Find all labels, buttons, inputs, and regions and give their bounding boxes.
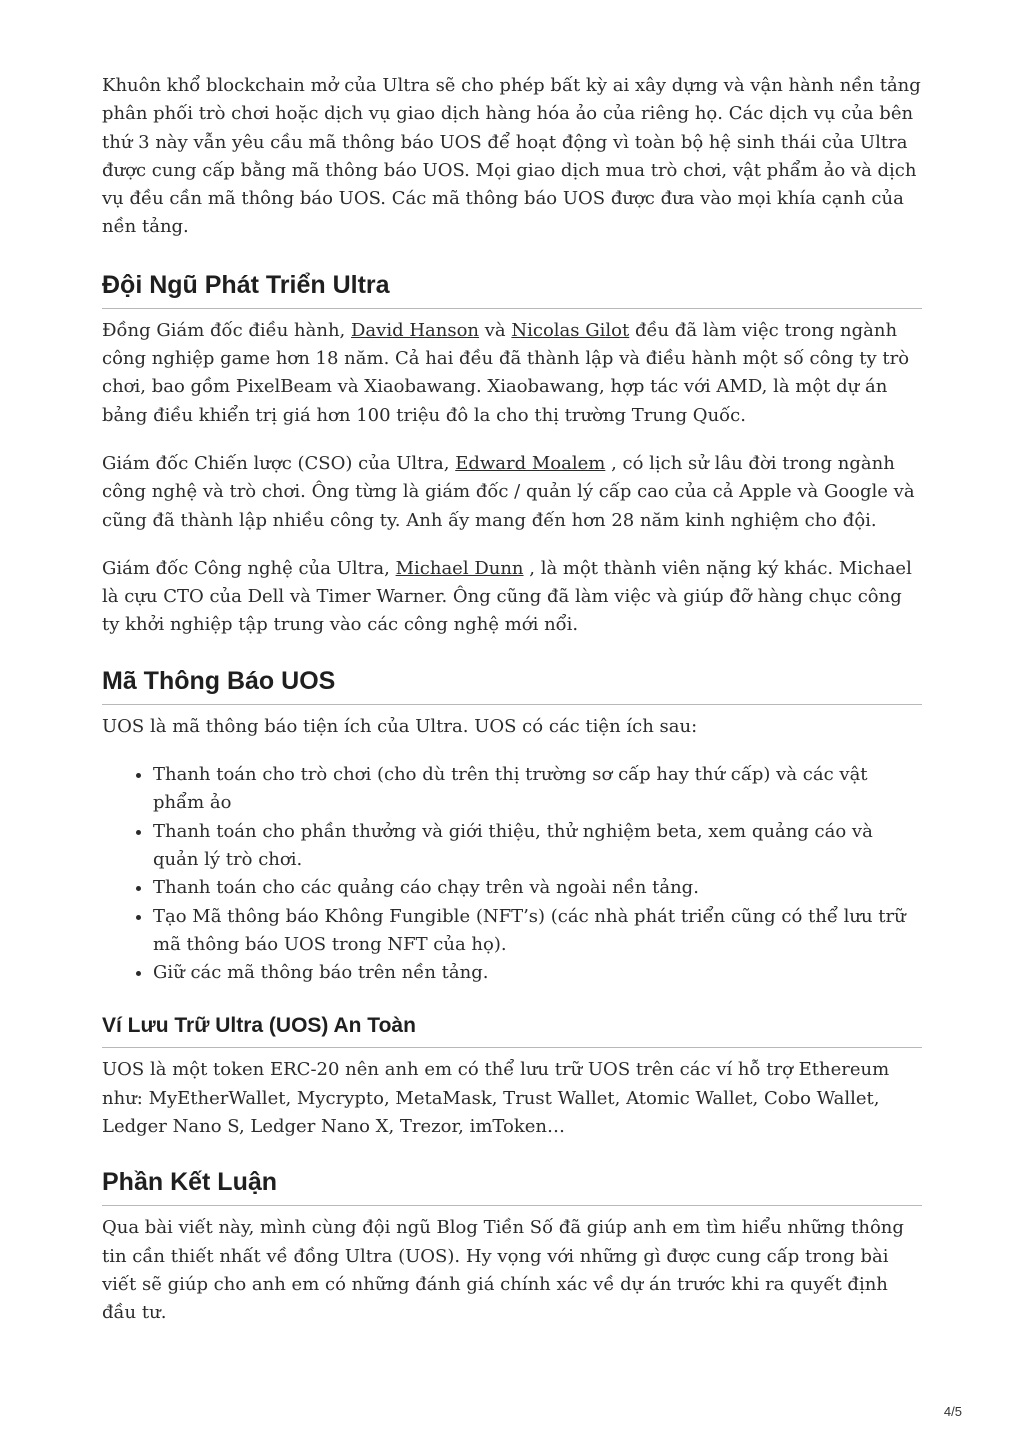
list-item: • Thanh toán cho các quảng cáo chạy trên và ngoài nền tảng. xyxy=(153,874,922,902)
intro-paragraph: Khuôn khổ blockchain mở của Ultra sẽ cho phép bất kỳ ai xây dựng và vận hành nền tảng phân phối trò chơi hoặc dịch vụ giao dịch hàng hóa ảo của riêng họ. Các dịch vụ của bên thứ 3 này vẫn yêu cầu mã thông báo UOS để hoạt động vì toàn bộ hệ sinh thái của Ultra được cung cấp bằng mã thông báo UOS. Mọi giao dịch mua trò chơi, vật phẩm ảo và dịch vụ đều cần mã thông báo UOS. Các mã thông báo UOS được đưa vào mọi khía cạnh của nền tảng. xyxy=(102,75,921,238)
list-item: • Thanh toán cho phần thưởng và giới thiệu, thử nghiệm beta, xem quảng cáo và quản lý trò chơi. xyxy=(153,818,922,875)
list-item: • Thanh toán cho trò chơi (cho dù trên thị trường sơ cấp hay thứ cấp) và các vật phẩm ảo xyxy=(153,761,922,818)
page-number: 4/5 xyxy=(943,1404,962,1419)
team-p1-mid: và xyxy=(479,319,512,341)
article-body xyxy=(102,72,922,1348)
team-p1-pre: Đồng Giám đốc điều hành, xyxy=(102,319,351,341)
team-p2-pre: Giám đốc Chiến lược (CSO) của Ultra, xyxy=(102,452,456,474)
token-intro: UOS là mã thông báo tiện ích của Ultra. UOS có các tiện ích sau: xyxy=(102,715,698,737)
team-heading: Đội Ngũ Phát Triển Ultra xyxy=(102,270,922,309)
team-paragraph-cso xyxy=(102,450,922,535)
conclusion-paragraph: Qua bài viết này, mình cùng đội ngũ Blog Tiền Số đã giúp anh em tìm hiểu những thông tin cần thiết nhất về đồng Ultra (UOS). Hy vọng với những gì được cung cấp trong bài viết sẽ giúp cho anh em có những đánh giá chính xác về dự án trước khi ra quyết định đầu tư. xyxy=(102,1217,904,1324)
wallet-paragraph: UOS là một token ERC-20 nên anh em có thể lưu trữ UOS trên các ví hỗ trợ Ethereum như: MyEtherWallet, Mycrypto, MetaMask, Trust Wallet, Atomic Wallet, Cobo Wallet, Ledger Nano S, Ledger Nano X, Trezor, imToken… xyxy=(102,1059,890,1138)
michael-dunn-link[interactable]: Michael Dunn xyxy=(395,557,524,579)
wallet-heading: Ví Lưu Trữ Ultra (UOS) An Toàn xyxy=(102,1013,922,1048)
token-heading: Mã Thông Báo UOS xyxy=(102,666,922,705)
team-p2-post: , có lịch sử lâu đời trong ngành công nghệ và trò chơi. Ông từng là giám đốc / quản lý cấp cao của cả Apple và Google và cũng đã thành lập nhiều công ty. Anh ấy mang đến hơn 28 năm kinh nghiệm cho đội. xyxy=(102,452,915,531)
team-p1-post: đều đã làm việc trong ngành công nghiệp game hơn 18 năm. Cả hai đều đã thành lập và điều hành một số công ty trò chơi, bao gồm PixelBeam và Xiaobawang. Xiaobawang, hợp tác với AMD, là một dự án bảng điều khiển trị giá hơn 100 triệu đô la cho thị trường Trung Quốc. xyxy=(102,319,910,426)
list-item: • Giữ các mã thông báo trên nền tảng. xyxy=(153,959,922,987)
team-p3-post: , là một thành viên nặng ký khác. Michael là cựu CTO của Dell và Timer Warner. Ông cũng đã làm việc và giúp đỡ hàng chục công ty khởi nghiệp tập trung vào các công nghệ mới nổi. xyxy=(102,557,912,636)
edward-moalem-link[interactable]: Edward Moalem xyxy=(455,452,606,474)
team-paragraph-ceo xyxy=(102,317,922,430)
conclusion-heading: Phần Kết Luận xyxy=(102,1167,922,1206)
nicolas-gilot-link[interactable]: Nicolas Gilot xyxy=(511,319,630,341)
team-p3-pre: Giám đốc Công nghệ của Ultra, xyxy=(102,557,396,579)
token-utility-list xyxy=(102,761,922,987)
list-item: • Tạo Mã thông báo Không Fungible (NFT’s) (các nhà phát triển cũng có thể lưu trữ mã thông báo UOS trong NFT của họ). xyxy=(153,903,922,960)
team-paragraph-cto xyxy=(102,555,922,640)
david-hanson-link[interactable]: David Hanson xyxy=(351,319,480,341)
